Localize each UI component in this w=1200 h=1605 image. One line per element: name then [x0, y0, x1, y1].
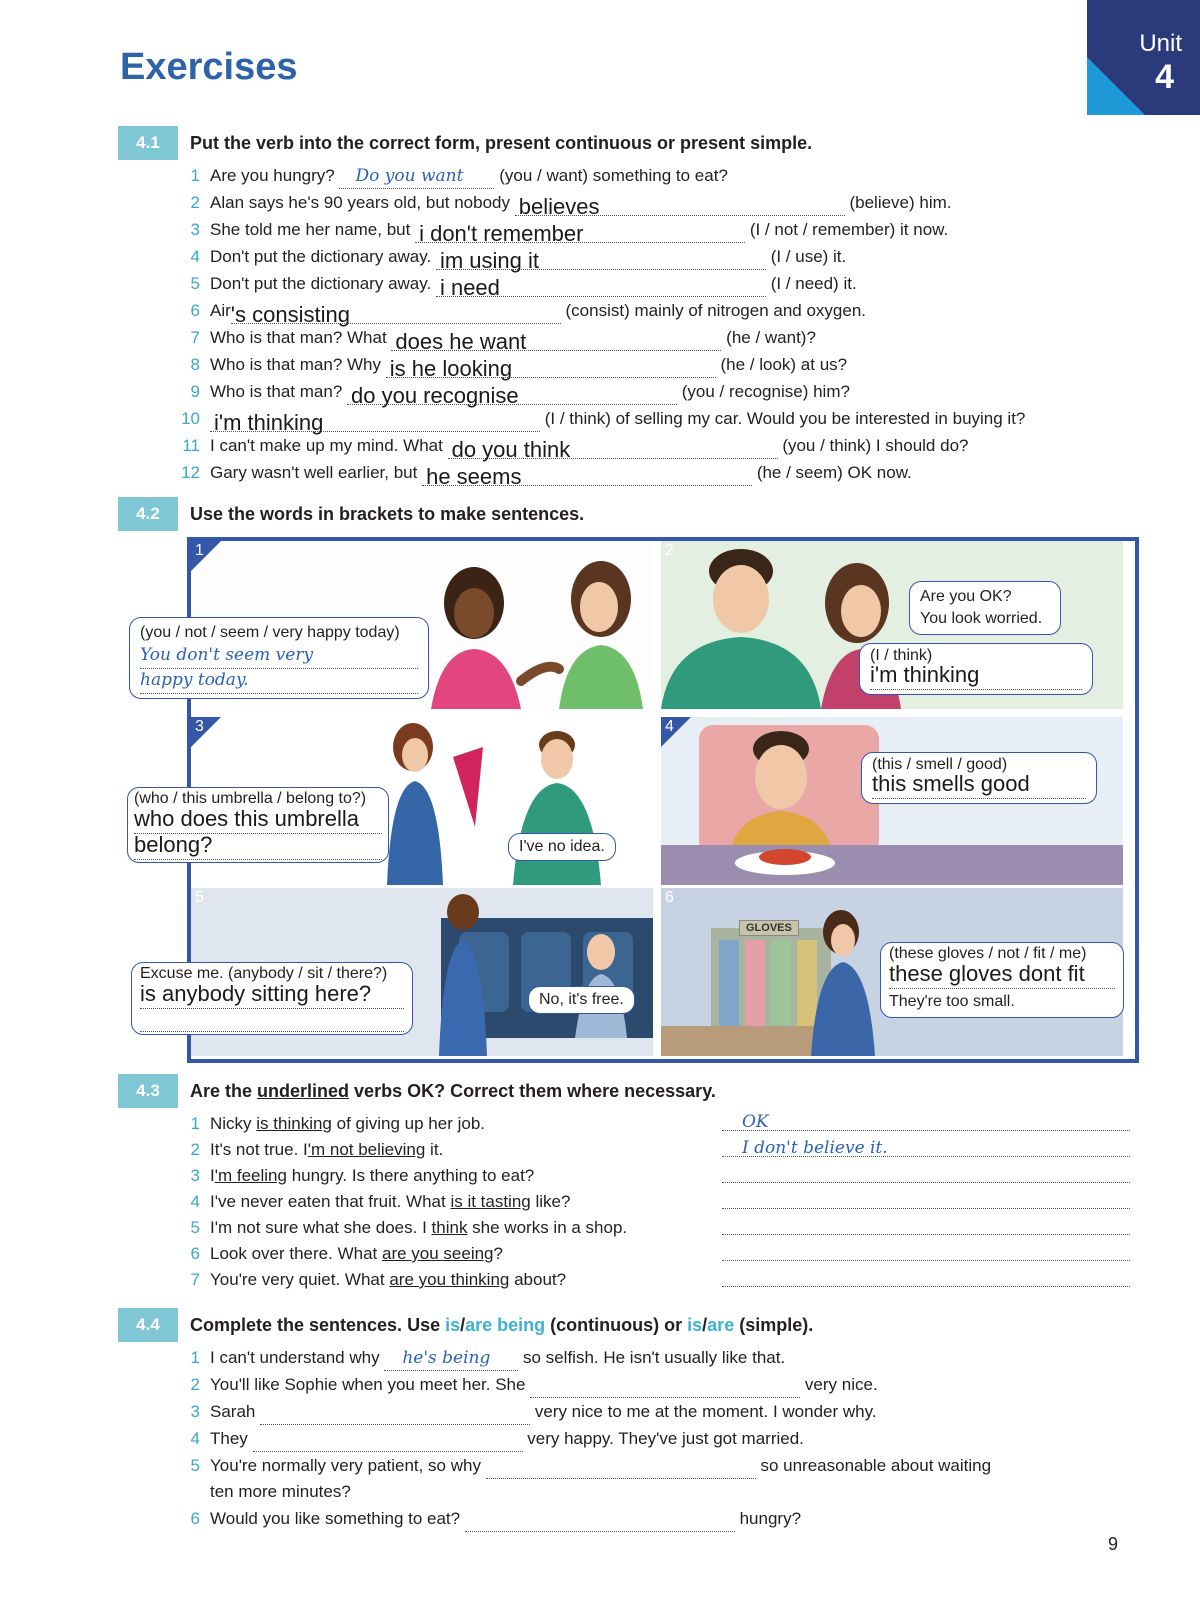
- ex43-item-4: 4 I've never eaten that fruit. What is it tasting like?: [190, 1192, 571, 1211]
- ex43-answer-7[interactable]: [722, 1264, 1130, 1287]
- unit-tab: [1087, 0, 1200, 115]
- ex41-item-12: 12 Gary wasn't well earlier, but he seems (he / seem) OK now.: [181, 463, 912, 489]
- ex44-item-5: 5 You're normally very patient, so why so unreasonable about waiting: [176, 1452, 991, 1479]
- answer-blank[interactable]: does he want: [391, 328, 721, 351]
- ex43-answer-5[interactable]: [722, 1212, 1130, 1235]
- ex41-item-4: 4 Don't put the dictionary away. im using it (I / use) it.: [190, 247, 847, 273]
- answer-blank[interactable]: im using it: [436, 247, 766, 270]
- ex43-item-3: 3 I'm feeling hungry. Is there anything to eat?: [190, 1166, 535, 1185]
- ex44-item-2: 2 You'll like Sophie when you meet her. She very nice.: [176, 1371, 878, 1398]
- ex41-item-1: 1 Are you hungry? Do you want (you / want) something to eat?: [176, 162, 728, 189]
- picture-panel-4: [661, 717, 1123, 885]
- unit-label: Unit: [1139, 30, 1182, 57]
- answer-blank[interactable]: i don't remember: [415, 220, 745, 243]
- exercise-4-4-number: 4.4: [118, 1308, 178, 1342]
- ex43-answer-1[interactable]: OK: [722, 1108, 1130, 1131]
- prompt-bubble-6: (these gloves / not / fit / me) these gloves dont fit They're too small.: [880, 942, 1124, 1018]
- panel-number: 1: [195, 542, 204, 559]
- panel-number: 3: [195, 718, 204, 735]
- picture-panel-6: [661, 888, 1123, 1056]
- prompt-bubble-3: (who / this umbrella / belong to?) who does this umbrella belong?: [127, 787, 389, 863]
- ex44-item-5-continued: ten more minutes?: [210, 1482, 351, 1501]
- answer-blank[interactable]: believes: [515, 193, 845, 216]
- picture-grid: [134, 537, 1139, 1063]
- answer-blank[interactable]: i need: [436, 274, 766, 297]
- answer-line[interactable]: You don't seem very: [140, 644, 418, 669]
- answer-blank[interactable]: is he looking: [386, 355, 716, 378]
- answer-line[interactable]: is anybody sitting here?: [140, 983, 404, 1009]
- ex41-item-9: 9 Who is that man? do you recognise (you / recognise) him?: [190, 382, 850, 408]
- ex41-item-2: 2 Alan says he's 90 years old, but nobody believes (believe) him.: [190, 193, 952, 219]
- answer-blank[interactable]: do you recognise: [347, 382, 677, 405]
- answer-blank[interactable]: i'm thinking: [210, 409, 540, 432]
- exercise-4-4-instruction: Complete the sentences. Use is/are being (continuous) or is/are (simple).: [190, 1315, 814, 1335]
- prompt-bubble-5: Excuse me. (anybody / sit / there?) is anybody sitting here?: [131, 962, 413, 1035]
- answer-blank[interactable]: [465, 1509, 735, 1532]
- ex41-item-8: 8 Who is that man? Why is he looking (he / look) at us?: [190, 355, 848, 381]
- ex43-item-1: 1 Nicky is thinking of giving up her job.: [190, 1114, 485, 1133]
- exercise-4-2-number: 4.2: [118, 497, 178, 531]
- panel-number: 5: [195, 889, 204, 906]
- panel-number: 6: [665, 889, 674, 906]
- ex41-item-3: 3 She told me her name, but i don't remember (I / not / remember) it now.: [190, 220, 949, 246]
- speech-bubble-2: Are you OK? You look worried.: [909, 581, 1061, 635]
- ex44-item-3: 3 Sarah very nice to me at the moment. I wonder why.: [176, 1398, 877, 1425]
- gloves-shop-sign: GLOVES: [739, 920, 799, 936]
- ex43-answer-4[interactable]: [722, 1186, 1130, 1209]
- unit-number: 4: [1155, 58, 1174, 96]
- reply-bubble-5: No, it's free.: [528, 986, 635, 1014]
- answer-line[interactable]: belong?: [134, 834, 382, 860]
- ex44-item-4: 4 They very happy. They've just got married.: [176, 1425, 804, 1452]
- panel-number: 2: [665, 542, 674, 559]
- exercise-4-1-number: 4.1: [118, 126, 178, 160]
- answer-blank[interactable]: he seems: [422, 463, 752, 486]
- ex43-answer-6[interactable]: [722, 1238, 1130, 1261]
- answer-line[interactable]: i'm thinking: [870, 664, 1082, 690]
- page-title: Exercises: [120, 46, 298, 88]
- answer-blank[interactable]: [486, 1456, 756, 1479]
- answer-line[interactable]: this smells good: [872, 773, 1086, 799]
- ex41-item-7: 7 Who is that man? What does he want (he / want)?: [190, 328, 816, 354]
- answer-blank[interactable]: do you think: [448, 436, 778, 459]
- ex43-item-7: 7 You're very quiet. What are you thinking about?: [190, 1270, 567, 1289]
- answer-line[interactable]: [140, 1009, 404, 1032]
- ex43-item-2: 2 It's not true. I'm not believing it.: [190, 1140, 444, 1159]
- answer-blank[interactable]: 's consisting: [231, 301, 561, 324]
- answer-blank[interactable]: [530, 1375, 800, 1398]
- answer-blank[interactable]: Do you want: [339, 166, 494, 189]
- exercise-4-3-number: 4.3: [118, 1074, 178, 1108]
- panel-number: 4: [665, 718, 674, 735]
- picture-panel-2: [661, 541, 1123, 709]
- ex41-item-6: 6 Air 's consisting (consist) mainly of nitrogen and oxygen.: [190, 301, 867, 327]
- prompt-bubble-2: (I / think) i'm thinking: [859, 643, 1093, 695]
- ex41-item-10: 10 i'm thinking (I / think) of selling my car. Would you be interested in buying it?: [181, 409, 1026, 435]
- ex43-answer-2[interactable]: I don't believe it.: [722, 1134, 1130, 1157]
- exercise-4-2-instruction: Use the words in brackets to make sentences.: [190, 504, 585, 524]
- picture-panel-5: [140, 888, 653, 1056]
- page-number: 9: [1107, 1534, 1118, 1554]
- ex41-item-5: 5 Don't put the dictionary away. i need (I / need) it.: [190, 274, 857, 300]
- ex44-item-6: 6 Would you like something to eat? hungry?: [176, 1505, 801, 1532]
- answer-blank[interactable]: [260, 1402, 530, 1425]
- answer-blank[interactable]: he's being: [384, 1348, 518, 1371]
- ex43-item-5: 5 I'm not sure what she does. I think she works in a shop.: [190, 1218, 628, 1237]
- exercise-4-3-instruction: Are the underlined verbs OK? Correct them where necessary.: [190, 1081, 716, 1101]
- answer-line[interactable]: who does this umbrella: [134, 808, 382, 834]
- picture-panel-3: [134, 717, 653, 885]
- prompt-bubble-1: (you / not / seem / very happy today) You don't seem very happy today.: [129, 617, 429, 699]
- picture-panel-1: [140, 541, 653, 709]
- answer-blank[interactable]: [253, 1429, 523, 1452]
- unit-tab-accent: [1087, 57, 1145, 115]
- ex43-item-6: 6 Look over there. What are you seeing?: [190, 1244, 503, 1263]
- exercise-4-1-instruction: Put the verb into the correct form, present continuous or present simple.: [190, 133, 813, 153]
- answer-line[interactable]: these gloves dont fit: [889, 963, 1115, 989]
- answer-line[interactable]: happy today.: [140, 669, 418, 694]
- ex44-item-1: 1 I can't understand why he's being so selfish. He isn't usually like that.: [176, 1344, 785, 1371]
- ex41-item-11: 11 I can't make up my mind. What do you think (you / think) I should do?: [182, 436, 969, 462]
- prompt-bubble-4: (this / smell / good) this smells good: [861, 752, 1097, 804]
- ex43-answer-3[interactable]: [722, 1160, 1130, 1183]
- reply-bubble-3: I've no idea.: [508, 833, 616, 861]
